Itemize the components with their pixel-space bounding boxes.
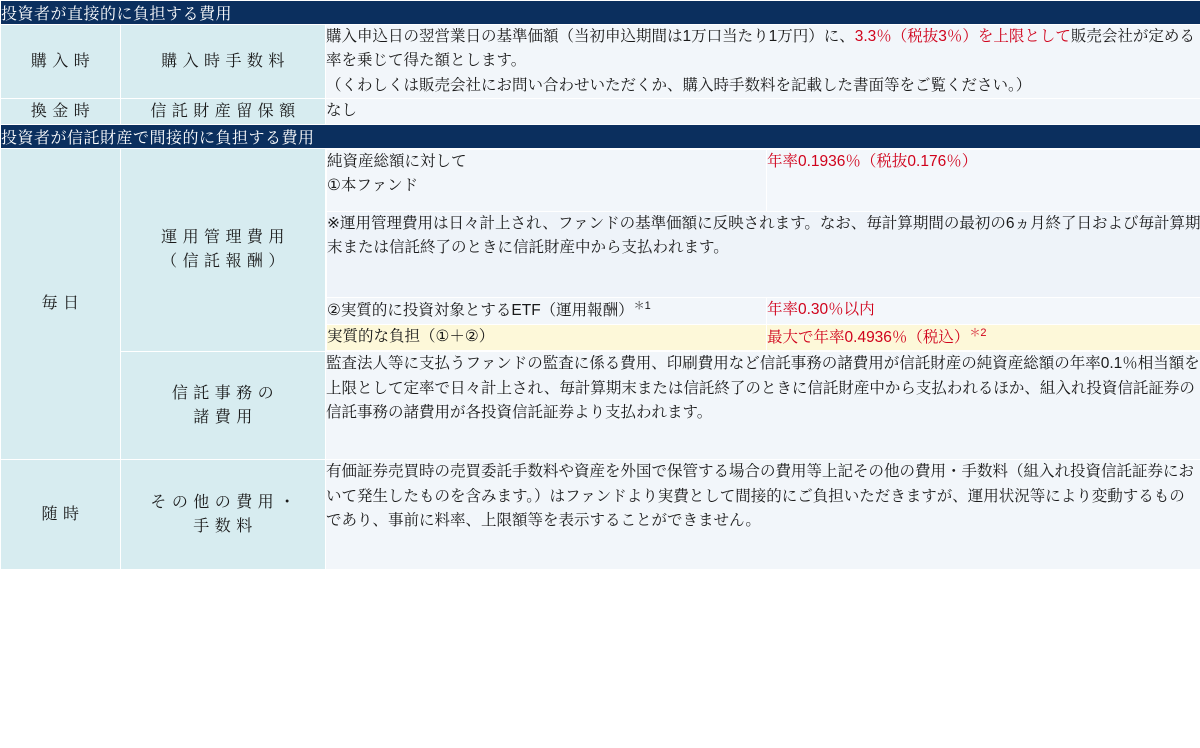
other-costs-label-line2: 手 数 料 (193, 517, 253, 535)
table-row (1, 352, 1200, 460)
purchase-fee-text-line2: （くわしくは販売会社にお問い合わせいただくか、購入時手数料を記載した書面等をご覧ください。） (326, 76, 1032, 94)
purchase-fee-text-post: 販売会社が定める率を乗じて得た額とします。 (326, 28, 1195, 70)
table-row (1, 460, 1200, 570)
management-fee-note: ※運用管理費用は日々計上され、ファンドの基準価額に反映されます。なお、毎計算期間の最初の6ヵ月終了日および毎計算期末または信託終了のときに信託財産中から支払われます。 (327, 211, 1200, 297)
other-costs-description: 有価証券売買時の売買委託手数料や資産を外国で保管する場合の費用等上記その他の費用・手数料（組入れ投資信託証券において発生したものを含みます。）はファンドより実費として間接的にご負担いただきますが、運用状況等により変動するものであり、事前に料率、上限額等を表示することができません。 (326, 460, 1200, 570)
management-fee-label-line1: 運 用 管 理 費 用 (161, 229, 285, 247)
purchase-fee-text-pre: 購入申込日の翌営業日の基準価額（当初申込期間は1万口当たり1万円）に、 (326, 28, 855, 45)
management-fee-label-line2: （ 信 託 報 酬 ） (161, 253, 285, 271)
fund-fee-label-line2: ①本ファンド (327, 177, 419, 195)
band-indirect-costs-label: 投資者が信託財産で間接的に負担する費用 (1, 124, 1200, 148)
management-fee-detail-cell (326, 148, 1200, 351)
trust-retention-value: なし (326, 99, 1200, 124)
fund-fee-value: 年率0.1936％（税抜0.176％） (767, 149, 1200, 211)
row-timing-redemption: 換 金 時 (1, 99, 121, 124)
table-row (327, 211, 1200, 297)
table-row (327, 297, 1200, 324)
band-direct-costs (1, 1, 1200, 25)
band-direct-costs-label: 投資者が直接的に負担する費用 (1, 1, 1200, 25)
total-fee-value-pre: 最大で (767, 328, 814, 346)
etf-fee-label (327, 297, 767, 324)
row-name-purchase-fee: 購 入 時 手 数 料 (121, 25, 326, 99)
row-timing-as-needed: 随 時 (1, 460, 121, 570)
trust-admin-description: 監査法人等に支払うファンドの監査に係る費用、印刷費用など信託事務の諸費用が信託財産の純資産総額の年率0.1％相当額を上限として定率で日々計上され、毎計算期末または信託終了のときに信託財産中から支払われるほか、組入れ投資信託証券の信託事務の諸費用が各投資信託証券より支払われます。 (326, 352, 1200, 460)
fund-fee-label (327, 149, 767, 211)
trust-admin-label-line1: 信 託 事 務 の (171, 384, 275, 402)
table-row (1, 99, 1200, 124)
row-name-other-costs (121, 460, 326, 570)
total-fee-value-footnote: ＊2 (969, 326, 987, 339)
row-timing-purchase: 購 入 時 (1, 25, 121, 99)
table-row (327, 324, 1200, 351)
row-name-management-fee (121, 148, 326, 351)
total-fee-value (767, 324, 1200, 351)
purchase-fee-text-highlight: 3.3％（税抜3％）を上限として (854, 28, 1071, 45)
table-row (1, 25, 1200, 99)
row-name-trust-retention: 信 託 財 産 留 保 額 (121, 99, 326, 124)
table-row (327, 149, 1200, 211)
purchase-fee-description (326, 25, 1200, 99)
etf-fee-label-text: ②実質的に投資対象とするETF（運用報酬） (327, 302, 634, 320)
band-indirect-costs (1, 124, 1200, 148)
row-name-trust-admin-expenses (121, 352, 326, 460)
trust-admin-label-line2: 諸 費 用 (193, 408, 253, 426)
etf-fee-label-footnote: ＊1 (633, 299, 651, 312)
fund-fee-label-line1: 純資産総額に対して (327, 152, 467, 170)
management-fee-subtable (326, 149, 1200, 351)
row-timing-daily: 毎 日 (1, 148, 121, 459)
total-fee-value-main: 年率0.4936％（税込） (813, 328, 970, 346)
other-costs-label-line1: そ の 他 の 費 用 ・ (150, 493, 296, 511)
etf-fee-value: 年率0.30％以内 (767, 297, 1200, 324)
table-row (1, 148, 1200, 351)
total-fee-label: 実質的な負担（①＋②） (327, 324, 767, 351)
